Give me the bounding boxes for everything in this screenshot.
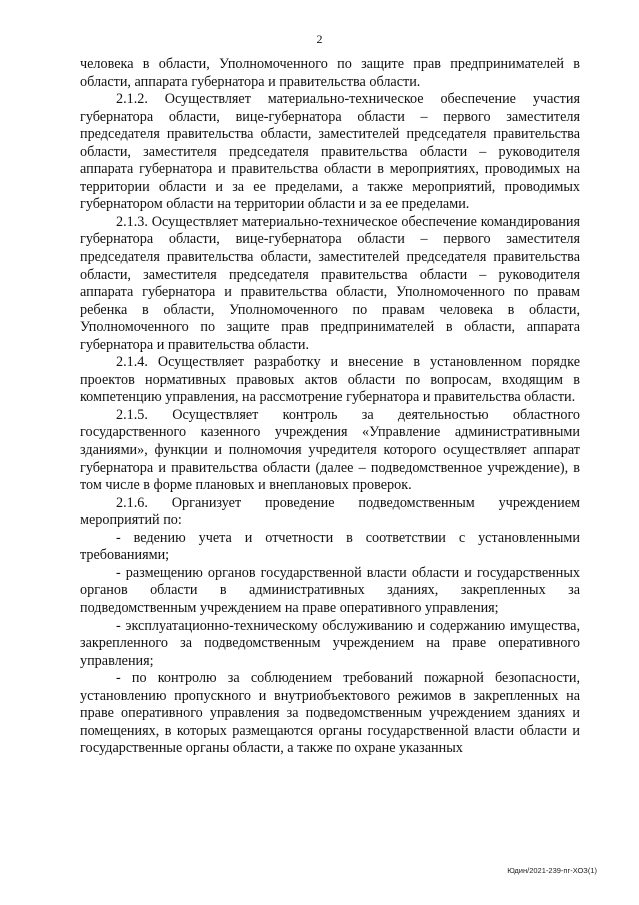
paragraph-2-1-6: 2.1.6. Организует проведение подведомственным учреждением мероприятий по: <box>80 494 580 529</box>
list-item-fire-safety: - по контролю за соблюдением требований пожарной безопасности, установлению пропускного и внутриобъектового режимов в закрепленных на праве оперативного управления за подведомственным учреждением зданиях и помещениях, в которых размещаются органы государственной власти области и государственные органы области, а также по охране указанных <box>80 670 580 757</box>
paragraph-2-1-2: 2.1.2. Осуществляет материально-техническое обеспечение участия губернатора области, вице-губернатора области – первого заместителя председателя правительства области, заместителей председателя правительства области, заместителя председателя правительства области – руководителя аппарата губернатора и правительства области в мероприятиях, проводимых на территории области и за ее пределами, а также мероприятий, проводимых губернатором области на территории области и за ее пределами. <box>80 91 580 213</box>
paragraph-continuation: человека в области, Уполномоченного по защите прав предпринимателей в области, аппарата губернатора и правительства области. <box>80 56 580 90</box>
document-code: Юдин/2021-239-пг-ХОЗ(1) <box>507 866 597 875</box>
paragraph-2-1-3: 2.1.3. Осуществляет материально-техническое обеспечение командирования губернатора области, вице-губернатора области – первого заместителя председателя правительства области, заместителей председателя правительства области, заместителя председателя правительства области – руководителя аппарата губернатора и правительства области, Уполномоченного по правам ребенка в области, Уполномоченного по правам человека в области, Уполномоченного по защите прав предпринимателей в области, аппарата губернатора и правительства области. <box>80 213 580 353</box>
paragraph-2-1-5: 2.1.5. Осуществляет контроль за деятельностью областного государственного казенного учреждения «Управление административными зданиями», функции и полномочия учредителя которого осуществляет аппарат губернатора и правительства области (далее – подведомственное учреждение), в том числе в форме плановых и внеплановых проверок. <box>80 406 580 494</box>
paragraph-2-1-4: 2.1.4. Осуществляет разработку и внесение в установленном порядке проектов нормативных правовых актов области по вопросам, входящим в компетенцию управления, на рассмотрение губернатора и правительства области. <box>80 354 580 406</box>
page-number: 2 <box>316 32 323 46</box>
list-item-placement: - размещению органов государственной власти области и государственных органов области в административных зданиях, закрепленных за подведомственным учреждением на праве оперативного управления; <box>80 564 580 616</box>
list-item-accounting: - ведению учета и отчетности в соответствии с установленными требованиями; <box>80 529 580 564</box>
list-item-maintenance: - эксплуатационно-техническому обслуживанию и содержанию имущества, закрепленного за подведомственным учреждением на праве оперативного управления; <box>80 617 580 669</box>
document-body <box>80 56 580 758</box>
